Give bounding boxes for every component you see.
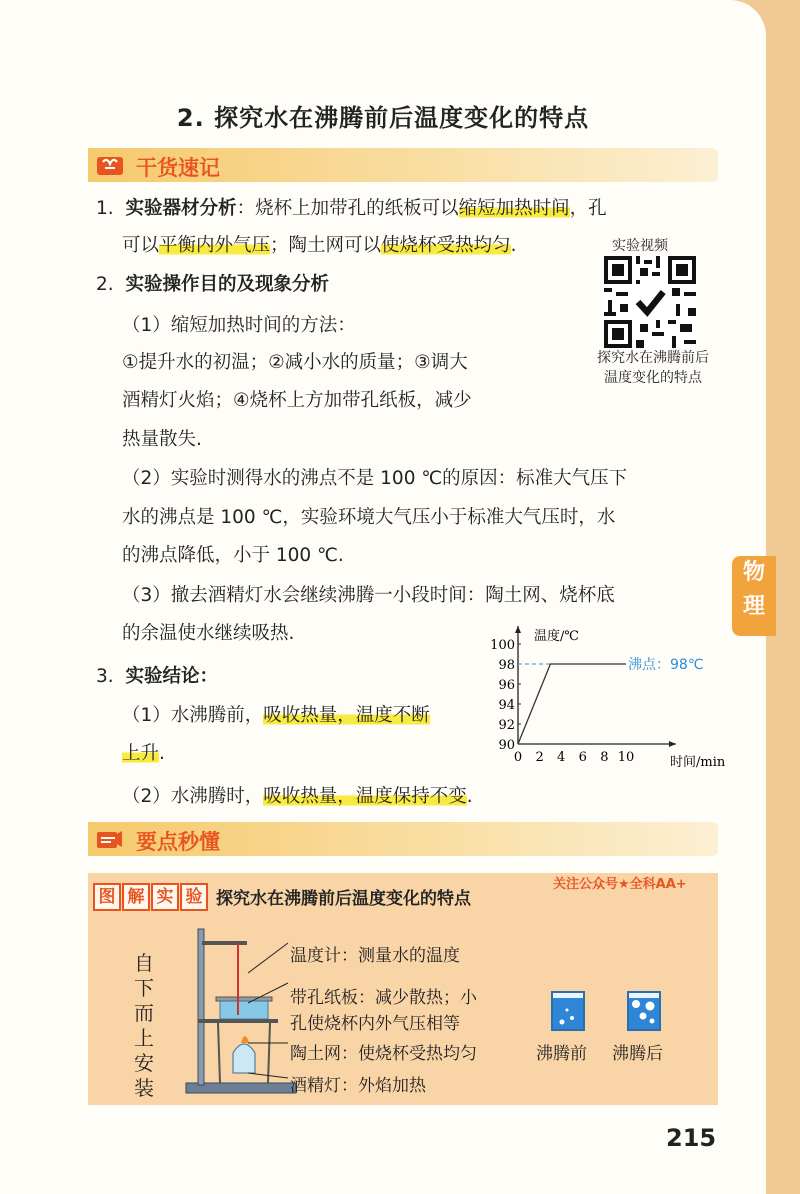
highlight: 平衡内外气压 [159, 235, 271, 256]
text: ；陶土网可以 [270, 235, 382, 256]
x-tick-label: 4 [557, 750, 566, 765]
note-ceramic-net: 陶土网：使烧杯受热均匀 [290, 1044, 477, 1064]
char: 下 [134, 976, 154, 1000]
note-thermometer: 温度计：测量水的温度 [290, 946, 460, 966]
text: 可以 [122, 235, 160, 256]
item1-line2 [122, 233, 516, 259]
item2-s1b: 酒精灯火焰；④烧杯上方加带孔纸板，减少 [122, 390, 472, 411]
diagram-title: 探究水在沸腾前后温度变化的特点 [216, 889, 471, 909]
item3-c1 [122, 703, 430, 729]
diagram-tags [93, 883, 209, 911]
item2-s3a: （3）撤去酒精灯水会继续沸腾一小段时间：陶土网、烧杯底 [122, 585, 615, 606]
tag: 验 [180, 883, 208, 911]
item1-line1 [96, 196, 607, 222]
item3-heading [96, 664, 218, 690]
item2-heading [96, 272, 329, 298]
tag: 解 [122, 883, 150, 911]
tab-char: 物 [742, 560, 765, 585]
note-alcohol-lamp: 酒精灯：外焰加热 [290, 1076, 426, 1096]
item3-c2 [122, 784, 473, 810]
text: （1）水沸腾前， [122, 705, 264, 726]
y-tick-label: 94 [498, 698, 515, 713]
item2-s2c: 的沸点降低，小于 100 ℃. [122, 545, 344, 566]
video-label: 实验视频 [612, 238, 668, 254]
item2-s3b: 的余温使水继续吸热. [122, 623, 295, 644]
y-tick-label: 90 [498, 738, 515, 753]
char: 自 [134, 951, 154, 975]
item-number: 3. [96, 666, 114, 687]
x-tick-label: 10 [617, 750, 635, 765]
item-number: 1. [96, 198, 114, 219]
item2-s2a: （2）实验时测得水的沸点不是 100 ℃的原因：标准大气压下 [122, 468, 628, 489]
char: 安 [134, 1051, 154, 1075]
qr-code-icon[interactable] [604, 256, 696, 348]
tag: 图 [93, 883, 121, 911]
label-before-boiling: 沸腾前 [536, 1044, 587, 1064]
y-axis-arrow [515, 626, 521, 633]
x-tick-label: 8 [600, 750, 609, 765]
char: 上 [134, 1026, 154, 1050]
highlight: 吸收热量，温度不断 [263, 705, 430, 726]
item2-s1: （1）缩短加热时间的方法： [122, 315, 356, 336]
char: 而 [134, 1001, 154, 1025]
tag: 实 [151, 883, 179, 911]
text: . [510, 235, 517, 256]
note-cardboard: 带孔纸板：减少散热；小 [290, 988, 477, 1008]
highlight: 缩短加热时间 [458, 198, 570, 219]
text: ：烧杯上加带孔的纸板可以 [236, 198, 459, 219]
caption-line: 温度变化的特点 [604, 370, 702, 386]
section-header-quick-notes [88, 148, 718, 182]
pointing-hand-icon [96, 827, 124, 851]
page-number: 215 [666, 1124, 717, 1152]
subject-tab-physics[interactable] [732, 556, 776, 636]
temperature-line [518, 664, 626, 744]
label-after-boiling: 沸腾后 [612, 1044, 663, 1064]
x-tick-label: 6 [578, 750, 587, 765]
item2-s1a: ①提升水的初温；②减小水的质量；③调大 [122, 352, 468, 373]
section-title: 干货速记 [136, 156, 220, 180]
char: 装 [134, 1076, 154, 1100]
text: . [159, 743, 165, 764]
x-axis-label: 时间/min [670, 755, 726, 770]
highlight: 上升 [122, 743, 160, 764]
y-tick-label: 98 [498, 658, 515, 673]
y-axis-label: 温度/℃ [534, 629, 579, 644]
page-title: 2. 探究水在沸腾前后温度变化的特点 [176, 104, 590, 132]
item-heading: 实验操作目的及现象分析 [125, 274, 330, 295]
text: ，孔 [569, 198, 607, 219]
caption-line: 探究水在沸腾前后 [597, 350, 709, 366]
section-title: 要点秒懂 [136, 830, 220, 854]
item2-s1c: 热量散失. [122, 429, 202, 450]
x-tick-label: 2 [535, 750, 544, 765]
y-tick-label: 100 [490, 638, 515, 653]
y-tick-label: 92 [498, 718, 515, 733]
text: . [466, 786, 473, 807]
item3-c1-cont [122, 741, 165, 767]
beaker-after-boiling-icon [626, 988, 662, 1032]
x-axis-arrow [669, 741, 676, 747]
video-caption [576, 348, 730, 388]
follow-note: 关注公众号★全科AA+ [553, 877, 687, 892]
x-tick-label: 0 [513, 750, 523, 765]
y-tick-label: 96 [498, 678, 515, 693]
item-number: 2. [96, 274, 114, 295]
item-heading: 实验器材分析 [125, 198, 237, 219]
item2-s2b: 水的沸点是 100 ℃，实验环境大气压小于标准大气压时，水 [122, 507, 616, 528]
tab-char: 理 [742, 594, 765, 619]
section-header-key-points [88, 822, 718, 856]
item-heading: 实验结论： [125, 666, 219, 687]
notes-icon [96, 153, 124, 177]
boiling-point-annotation: 沸点：98℃ [628, 657, 704, 673]
install-order-vertical-text [132, 951, 156, 1101]
highlight: 使烧杯受热均匀 [381, 235, 511, 256]
text: （2）水沸腾时， [122, 786, 264, 807]
beaker-before-boiling-icon [550, 988, 586, 1032]
experiment-diagram-panel [88, 873, 718, 1105]
note-cardboard-cont: 孔使烧杯内外气压相等 [290, 1014, 460, 1034]
highlight: 吸收热量，温度保持不变 [263, 786, 467, 807]
temperature-time-chart [478, 616, 726, 781]
